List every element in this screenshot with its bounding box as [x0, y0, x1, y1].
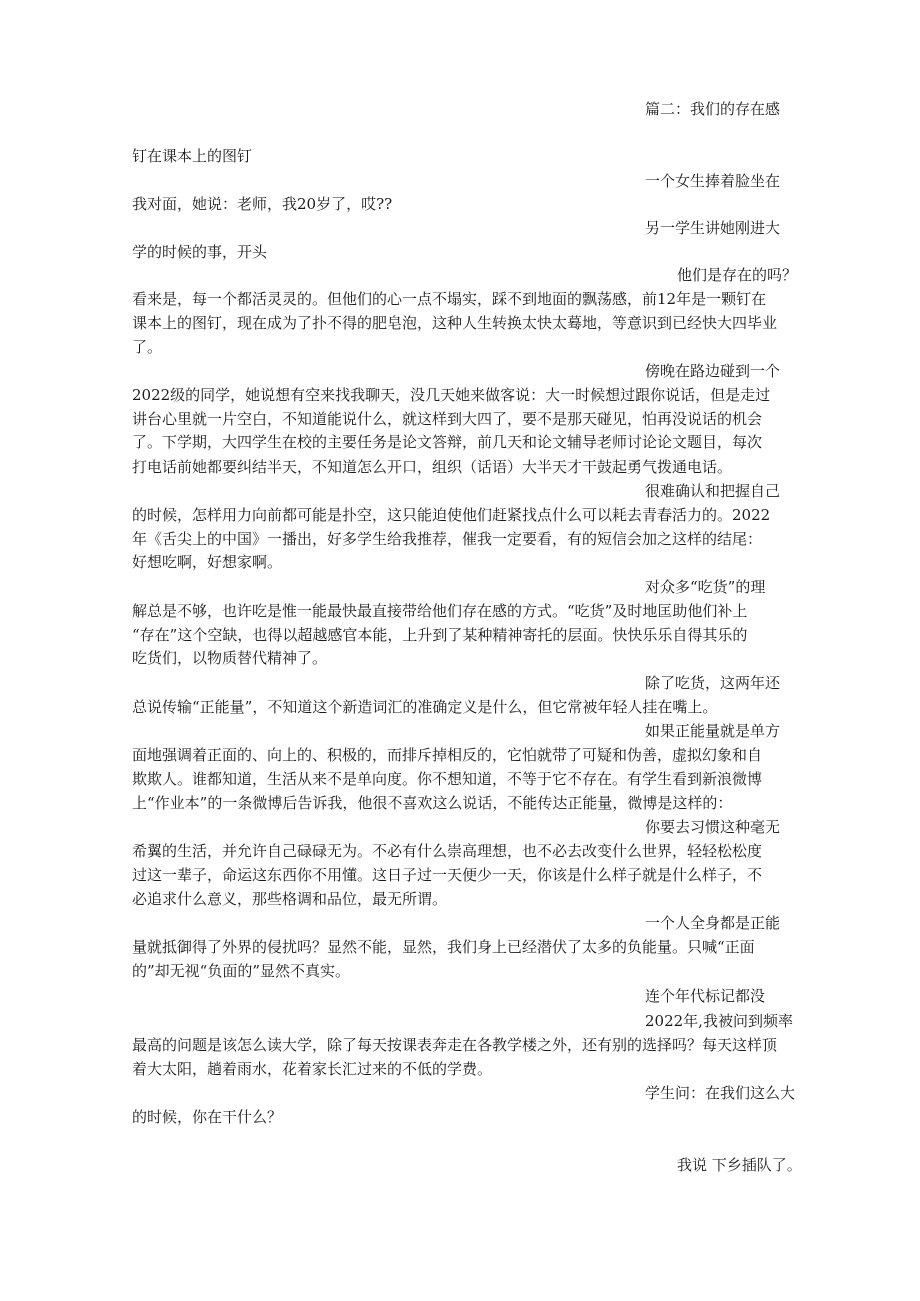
text-line: 学生问：在我们这么大	[645, 1084, 796, 1102]
text-line: 讲台心里就一片空白，不知道能说什么，就这样到大四了，要不是那天碰见，怕再没说话的机会	[132, 410, 763, 428]
text-line: 如果正能量就是单方	[645, 722, 781, 740]
text-line: 面地强调着正面的、向上的、积极的，而排斥掉相反的，它怕就带了可疑和伪善，虚拟幻象和自	[132, 746, 763, 764]
text-line: 的”却无视“负面的”显然不真实。	[132, 962, 351, 980]
text-line: 最高的问题是该怎么读大学，除了每天按课表奔走在各教学楼之外，还有别的选择吗？每天这样顶	[132, 1036, 778, 1054]
text-line: 你要去习惯这种毫无	[645, 818, 781, 836]
text-line: 钉在课本上的图钉	[132, 147, 253, 165]
text-line: 打电话前她都要纠结半天，不知道怎么开口，组织（话语）大半天才干鼓起勇气拨通电话。	[132, 458, 733, 476]
text-line: 必追求什么意义，那些格调和品位，最无所谓。	[132, 890, 448, 908]
text-line: 的时候，你在干什么？	[132, 1108, 283, 1126]
text-line: 我说 下乡插队了。	[677, 1156, 802, 1174]
text-line: 我对面，她说：老师，我20岁了，哎??	[132, 195, 393, 213]
text-line: 好想吃啊，好想家啊。	[132, 553, 283, 571]
text-line: 2022级的同学，她说想有空来找我聊天，没几天她来做客说：大一时候想过跟你说话，但是走过	[132, 386, 771, 404]
text-line: 一个人全身都是正能	[645, 914, 781, 932]
text-line: 很难确认和把握自己	[645, 482, 781, 500]
text-line: 课本上的图钉，现在成为了扑不得的肥皂泡，这种人生转换太快太蓦地，等意识到已经快大四毕业	[132, 314, 778, 332]
text-line: 总说传输“正能量”，不知道这个新造词汇的准确定义是什么，但它常被年轻人挂在嘴上。	[132, 698, 718, 716]
text-line: 年《舌尖上的中国》一播出，好多学生给我推荐，催我一定要看，有的短信会加之这样的结尾：	[132, 530, 763, 548]
text-line: 的时候，怎样用力向前都可能是扑空，这只能迫使他们赶紧找点什么可以耗去青春活力的。2022	[132, 506, 771, 524]
text-line: 一个女生捧着脸坐在	[645, 172, 781, 190]
text-line: 学的时候的事，开头	[132, 243, 268, 261]
text-line: 吃货们，以物质替代精神了。	[132, 649, 328, 667]
text-line: 量就抵御得了外界的侵扰吗？显然不能，显然，我们身上已经潜伏了太多的负能量。只喊“正面	[132, 938, 755, 956]
text-line: 希翼的生活，并允许自己碌碌无为。不必有什么崇高理想，也不必去改变什么世界，轻轻松松度	[132, 842, 763, 860]
text-line: 了。下学期，大四学生在校的主要任务是论文答辩，前几天和论文辅导老师讨论论文题目，每次	[132, 433, 763, 451]
text-line: 2022年,我被问到频率	[645, 1012, 793, 1030]
text-line: 过这一辈子，命运这东西你不用懂。这日子过一天便少一天，你该是什么样子就是什么样子，不	[132, 866, 763, 884]
text-line: 看来是，每一个都活灵灵的。但他们的心一点不塌实，踩不到地面的飘荡感，前12年是一颗钉在	[132, 290, 767, 308]
text-line: 连个年代标记都没	[645, 987, 766, 1005]
text-line: “存在”这个空缺，也得以超越感官本能，上升到了某种精神寄托的层面。快快乐乐自得其乐的	[132, 626, 748, 644]
text-line: 着大太阳，趟着雨水，花着家长汇过来的不低的学费。	[132, 1060, 493, 1078]
text-line: 欺欺人。谁都知道，生活从来不是单向度。你不想知道，不等于它不存在。有学生看到新浪微博	[132, 770, 763, 788]
text-line: 上“作业本”的一条微博后告诉我，他很不喜欢这么说话，不能传达正能量，微博是这样的：	[132, 794, 733, 812]
text-line: 解总是不够，也许吃是惟一能最快最直接带给他们存在感的方式。“吃货”及时地匡助他们补上	[132, 602, 748, 620]
text-line: 傍晚在路边碰到一个	[645, 362, 781, 380]
text-line: 他们是存在的吗？	[677, 266, 798, 284]
document-title: 篇二：我们的存在感	[645, 100, 781, 118]
text-line: 除了吃货，这两年还	[645, 674, 781, 692]
text-line: 对众多“吃货”的理	[645, 578, 766, 596]
text-line: 了。	[132, 338, 163, 356]
text-line: 另一学生讲她刚进大	[645, 219, 781, 237]
